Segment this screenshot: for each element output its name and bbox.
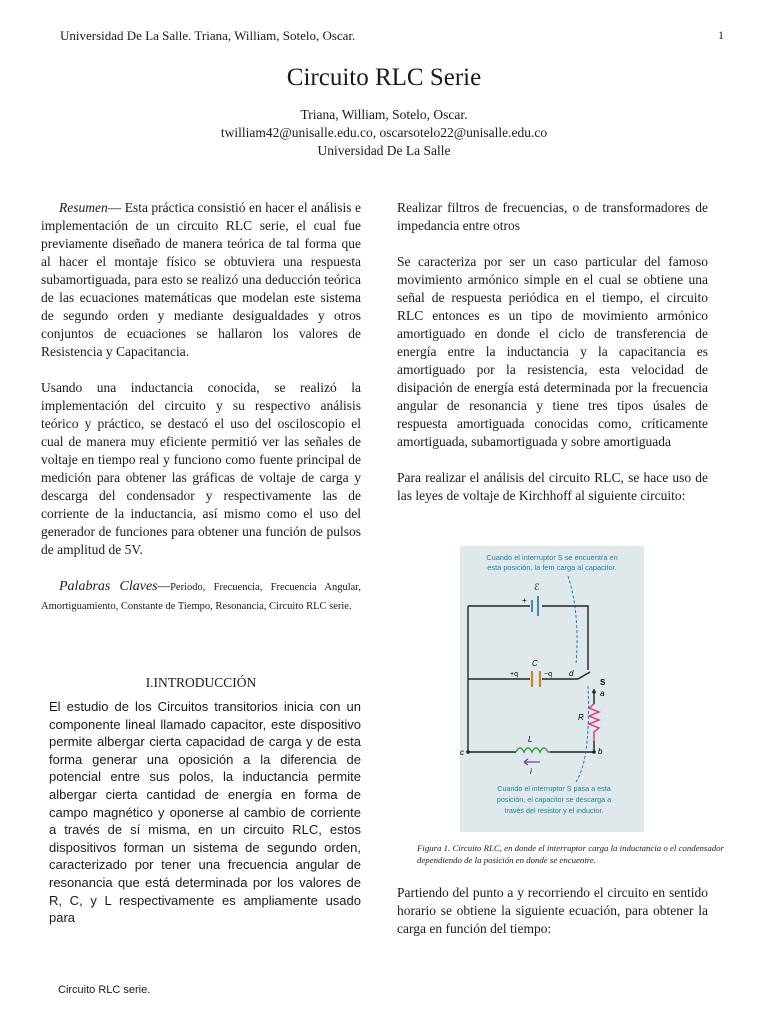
capacitor-label: C xyxy=(532,659,538,668)
node-c-label: c xyxy=(460,748,464,757)
author-block xyxy=(0,106,768,160)
resistor xyxy=(589,704,599,741)
abstract-paragraph-1: Resumen— Esta práctica consistió en hacer el análisis e implementación de un circuito RLC serie, el cual fue previamente diseñado de manera teórica de tal forma que al hacer el montaje físico se obtuviera una respuesta subamortiguada, para esto se realizó una deducción teórica de las ecuaciones matemáticas que modelan este sistema de segundo orden y mediante desigualdades y otros conjuntos de ecuaciones se hallaron los valores de Resistencia y Capacitancia. xyxy=(41,200,361,359)
emf-label: ℰ xyxy=(534,582,540,592)
node-b-label: b xyxy=(598,747,603,756)
introduction-text: El estudio de los Circuitos transitorios inicia con un componente lineal llamado capacitor, este dispositivo permite albergar cierta capacidad de carga y de esta forma generar una oposición a la diferencia de potencial entre sus polos, la inductancia permite albergar cierta cantidad de energía en forma de campo magnético y oponerse al cambio de corriente a través de sí misma, en un circuito RLC, estos dispositivos forman un sistema de segundo orden, caracterizado por tener una frecuencia angular de resonancia que está determinada por los valores de R, C, y L respectivamente es ampliamente usado para xyxy=(49,699,361,926)
page-number: 1 xyxy=(718,28,724,42)
note-bottom-arrow xyxy=(576,686,589,782)
node-a-dot xyxy=(592,690,596,694)
capacitor xyxy=(532,671,540,687)
current-label: i xyxy=(530,767,532,776)
node-b-dot xyxy=(592,750,596,754)
note-bottom-line-2: posición, el capacitor se descarga a xyxy=(496,795,612,804)
author-emails: twilliam42@unisalle.edu.co, oscarsotelo22@unisalle.edu.co xyxy=(220,125,548,140)
authors: Triana, William, Sotelo, Oscar. xyxy=(300,107,468,122)
right-paragraph-2: Se caracteriza por ser un caso particular del famoso movimiento armónico simple en el cual se obtiene una señal de respuesta periódica en el tiempo, el circuito RLC entonces es un tipo de movimiento armónico amortiguado en donde el ciclo de transferencia de energía entre la inductancia y la capacitancia es amortiguado por la resistencia, esta velocidad de disipación de energía está determinada por la frecuencia angular de resonancia y tiene tres tipos úsales de respuesta amortiguada conocidas como, críticamente amortiguada, subamortiguada y sobre amortiguada xyxy=(397,254,708,449)
right-column xyxy=(397,199,708,505)
affiliation: Universidad De La Salle xyxy=(317,143,451,158)
keywords: Palabras Claves—Periodo, Frecuencia, Frecuencia Angular, Amortiguamiento, Constante de Tiempo, Resonancia, Circuito RLC serie. xyxy=(41,579,361,612)
node-a-label: a xyxy=(600,689,605,698)
note-bottom-line-1: Cuando el interruptor S pasa a esta xyxy=(497,784,611,793)
keywords-label: Palabras Claves xyxy=(59,579,158,594)
inductor xyxy=(516,748,550,752)
charge-minus-label: −q xyxy=(544,671,552,678)
abstract-paragraph-2: Usando una inductancia conocida, se realizó la implementación del circuito y su respectivo análisis teórico y práctico, se destacó el uso del osciloscopio el cual de manera muy eficiente permitió ver las señales de voltaje en tiempo real y funciono como fuente principal de medición para obtener las gráficas de voltaje de carga y descarga del condensador y respectivamente las de corriente de la inductancia, así mismo como el uso del generador de funciones para obtener una función de pulsos de amplitud de 5V. xyxy=(41,380,361,557)
keywords-text: Periodo, Frecuencia, Frecuencia Angular, Amortiguamiento, Constante de Tiempo, Resonancia, Circuito RLC serie. xyxy=(41,582,361,612)
current-arrow xyxy=(524,759,540,765)
note-top-arrow xyxy=(568,576,577,664)
battery-plus-label: + xyxy=(522,596,527,605)
paper-title: Circuito RLC Serie xyxy=(286,64,482,91)
battery-emf xyxy=(532,596,538,616)
section-heading-introduction: I.INTRODUCCIÓN xyxy=(145,675,257,690)
node-c-dot xyxy=(466,750,470,754)
right-paragraph-3: Para realizar el análisis del circuito RLC, se hace uso de las leyes de voltaje de Kirchhoff al siguiente circuito: xyxy=(397,470,708,503)
circuit-figure xyxy=(460,546,644,832)
left-column xyxy=(41,199,361,615)
right-paragraph-4: Partiendo del punto a y recorriendo el circuito en sentido horario se obtiene la siguiente ecuación, para obtener la carga en función del tiempo: xyxy=(397,885,708,936)
note-top-line-2: esta posición, la fem carga al capacitor. xyxy=(487,563,617,572)
charge-plus-label: +q xyxy=(510,671,518,678)
rlc-circuit-diagram xyxy=(460,546,644,832)
abstract-label: Resumen xyxy=(59,200,108,215)
running-header: Universidad De La Salle. Triana, William, Sotelo, Oscar. xyxy=(60,28,356,43)
note-top-line-1: Cuando el interruptor S se encuentra en xyxy=(486,553,618,562)
resistor-label: R xyxy=(578,713,584,722)
right-paragraph-1: Realizar filtros de frecuencias, o de transformadores de impedancia entre otros xyxy=(397,200,708,233)
inductor-label: L xyxy=(528,735,533,744)
figure-caption: Figura 1. Circuito RLC, en donde el interruptor carga la inductancia o el condensador dependiendo de la posición en donde se encuentre. xyxy=(417,843,724,865)
page-footer: Circuito RLC serie. xyxy=(58,984,151,996)
note-bottom-line-3: través del resistor y el inductor. xyxy=(504,806,604,815)
node-d-label: d xyxy=(569,669,574,678)
switch-label: S xyxy=(600,678,606,687)
